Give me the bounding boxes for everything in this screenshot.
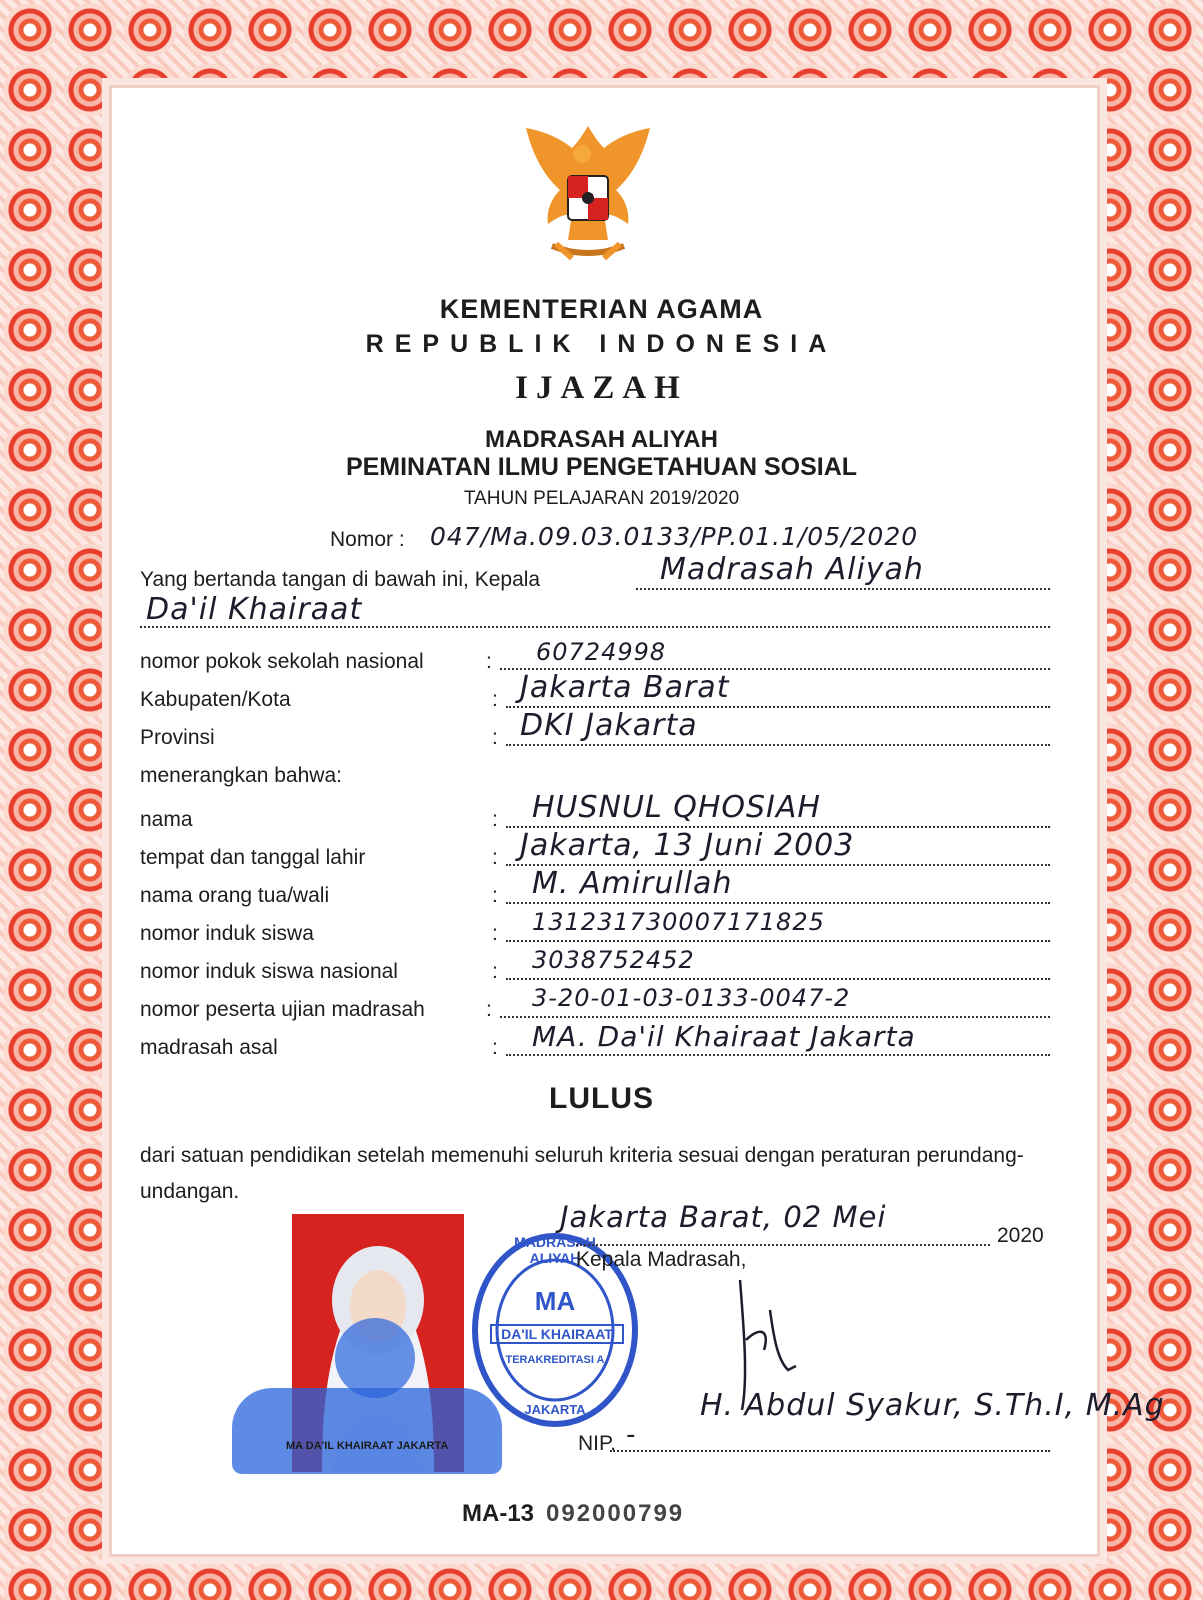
nis-label: nomor induk siswa — [140, 922, 314, 945]
nomor-label: Nomor : — [330, 528, 405, 551]
intro-value-line2: Da'il Khairaat — [146, 592, 363, 627]
ttl-value: Jakarta, 13 Juni 2003 — [520, 828, 855, 863]
signature-year: 2020 — [997, 1224, 1044, 1247]
academic-year: TAHUN PELAJARAN 2019/2020 — [463, 488, 740, 509]
fingerprint-stamp — [335, 1318, 415, 1398]
dotted-line — [500, 1016, 1050, 1018]
serial-code: MA-13 — [462, 1500, 535, 1527]
nisn-label: nomor induk siswa nasional — [140, 960, 398, 983]
description-text: dari satuan pendidikan setelah memenuhi seluruh kriteria sesuai dengan peraturan perundang-undangan. — [140, 1144, 1024, 1203]
photo-caption: MA DA'IL KHAIRAAT JAKARTA — [286, 1440, 449, 1452]
serial-number — [462, 1500, 684, 1528]
place-date: Jakarta Barat, 02 Mei — [560, 1200, 887, 1234]
stamp-line3: TERAKREDITASI A — [505, 1354, 605, 1366]
nip-value: - — [626, 1420, 637, 1450]
colon: : — [492, 726, 498, 749]
dotted-line — [506, 744, 1050, 746]
signatory-name: H. Abdul Syakur, S.Th.I, M.Ag — [700, 1388, 1165, 1423]
nisn-value: 3038752452 — [532, 946, 695, 974]
wali-label: nama orang tua/wali — [140, 884, 330, 907]
dotted-line — [506, 940, 1050, 942]
ttl-label: tempat dan tanggal lahir — [140, 846, 366, 869]
npsn-label: nomor pokok sekolah nasional — [140, 650, 424, 673]
fingerprint-stamp — [232, 1388, 502, 1474]
stamp-ring-text: MADRASAH ALIYAH — [514, 1234, 596, 1266]
intro-label: Yang bertanda tangan di bawah ini, Kepala — [140, 568, 541, 591]
npsn-value: 60724998 — [536, 638, 667, 666]
colon: : — [486, 998, 492, 1021]
kabupaten-value: Jakarta Barat — [520, 670, 730, 705]
nomor-value: 047/Ma.09.03.0133/PP.01.1/05/2020 — [430, 522, 919, 551]
ministry-title: KEMENTERIAN AGAMA — [439, 294, 764, 324]
stamp-bottom-text: JAKARTA — [524, 1402, 586, 1417]
stamp-line2: DA'IL KHAIRAAT — [490, 1324, 624, 1344]
dotted-line — [636, 588, 1050, 590]
provinsi-value: DKI Jakarta — [520, 708, 698, 743]
dotted-line — [576, 1244, 990, 1246]
dotted-line — [610, 1450, 1050, 1452]
garuda-emblem-icon — [512, 118, 664, 268]
program-title: PEMINATAN ILMU PENGETAHUAN SOSIAL — [345, 453, 858, 481]
dotted-line — [506, 902, 1050, 904]
document-type-title: IJAZAH — [515, 370, 688, 406]
nis-value: 131231730007171825 — [532, 908, 825, 936]
colon: : — [492, 808, 498, 831]
dotted-line — [506, 1054, 1050, 1056]
country-title: REPUBLIK INDONESIA — [365, 330, 838, 358]
colon: : — [492, 922, 498, 945]
madrasah-asal-label: madrasah asal — [140, 1036, 278, 1059]
colon: : — [486, 650, 492, 673]
colon: : — [492, 960, 498, 983]
dotted-line — [506, 978, 1050, 980]
provinsi-label: Provinsi — [140, 726, 215, 749]
colon: : — [492, 688, 498, 711]
kabupaten-label: Kabupaten/Kota — [140, 688, 291, 711]
school-level-title: MADRASAH ALIYAH — [485, 426, 718, 453]
result-title: LULUS — [549, 1082, 654, 1115]
madrasah-asal-value: MA. Da'il Khairaat Jakarta — [532, 1020, 916, 1053]
stamp-line1: MA — [534, 1286, 576, 1316]
signature-title: Kepala Madrasah, — [576, 1248, 747, 1271]
colon: : — [492, 846, 498, 869]
ujian-value: 3-20-01-03-0133-0047-2 — [532, 984, 851, 1012]
intro-value-line1: Madrasah Aliyah — [660, 552, 924, 587]
menerangkan-label: menerangkan bahwa: — [140, 764, 342, 787]
colon: : — [492, 1036, 498, 1059]
wali-value: M. Amirullah — [532, 866, 733, 901]
nama-value: HUSNUL QHOSIAH — [532, 790, 821, 825]
serial-digits: 092000799 — [546, 1500, 685, 1527]
ujian-label: nomor peserta ujian madrasah — [140, 998, 425, 1021]
colon: : — [492, 884, 498, 907]
nama-label: nama — [140, 808, 193, 831]
nip-label: NIP. — [578, 1432, 617, 1455]
